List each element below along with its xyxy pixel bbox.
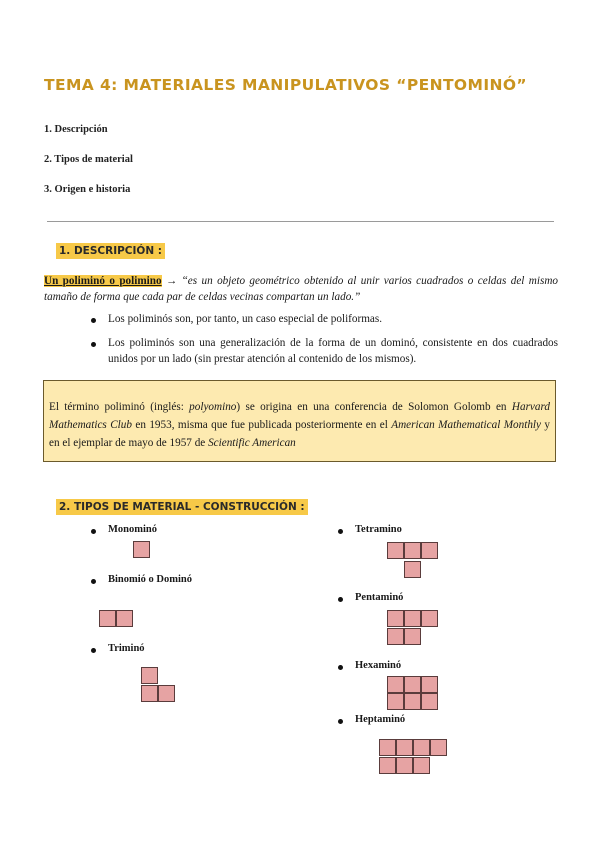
bullet-marker xyxy=(91,318,96,323)
definition-paragraph: Un poliminó o polimino → “es un objeto geométrico obtenido al unir varios cuadrados o celdas del mismo tamaño de forma que cada par de celdas vecinas compartan un lado.” xyxy=(44,275,558,303)
bullet-marker xyxy=(91,342,96,347)
label-domino: Binomió o Dominó xyxy=(108,574,193,585)
bullet-marker xyxy=(338,529,343,534)
bullet-item: Los poliminós son una generalización de la forma de un dominó, consistente en dos cuadrados unidos por un lado (sin prestar atención al contenido de los mismos). xyxy=(108,337,558,365)
bullet-marker xyxy=(91,579,96,584)
bullet-item: Los poliminós son, por tanto, un caso especial de poliformas. xyxy=(108,313,383,325)
bullet-marker xyxy=(338,597,343,602)
bullet-marker xyxy=(91,648,96,653)
toc-item-descripcion[interactable]: 1. Descripción xyxy=(44,124,108,135)
history-box: El término poliminó (inglés: polyomino) se origina en una conferencia de Solomon Golomb en Harvard Mathematics Club en 1953, misma que fue publicada posteriormente en el American Mathematical Monthly y en el ejemplar de mayo de 1957 de Scientific American xyxy=(43,380,556,462)
label-tromino: Triminó xyxy=(108,643,145,654)
bullet-marker xyxy=(338,665,343,670)
label-hexomino: Hexaminó xyxy=(355,660,402,671)
page-title: TEMA 4: MATERIALES MANIPULATIVOS “PENTOMINÓ” xyxy=(44,76,528,94)
toc-item-origen[interactable]: 3. Origen e historia xyxy=(44,184,131,195)
toc-item-tipos[interactable]: 2. Tipos de material xyxy=(44,154,133,165)
label-pentomino: Pentaminó xyxy=(355,592,404,603)
label-tetromino: Tetramino xyxy=(355,524,402,535)
label-heptomino: Heptaminó xyxy=(355,714,406,725)
label-monomino: Monominó xyxy=(108,524,158,535)
bullet-marker xyxy=(338,719,343,724)
term: Un poliminó o polimino xyxy=(44,275,162,287)
bullet-marker xyxy=(91,529,96,534)
definition-quote: “es un objeto geométrico obtenido al unir varios cuadrados o celdas del mismo tamaño de forma que cada par de celdas vecinas compartan un lado.” xyxy=(44,275,558,303)
section-1-heading: 1. DESCRIPCIÓN : xyxy=(56,241,165,259)
divider xyxy=(47,221,554,222)
section-2-heading: 2. TIPOS DE MATERIAL - CONSTRUCCIÓN : xyxy=(56,497,308,515)
